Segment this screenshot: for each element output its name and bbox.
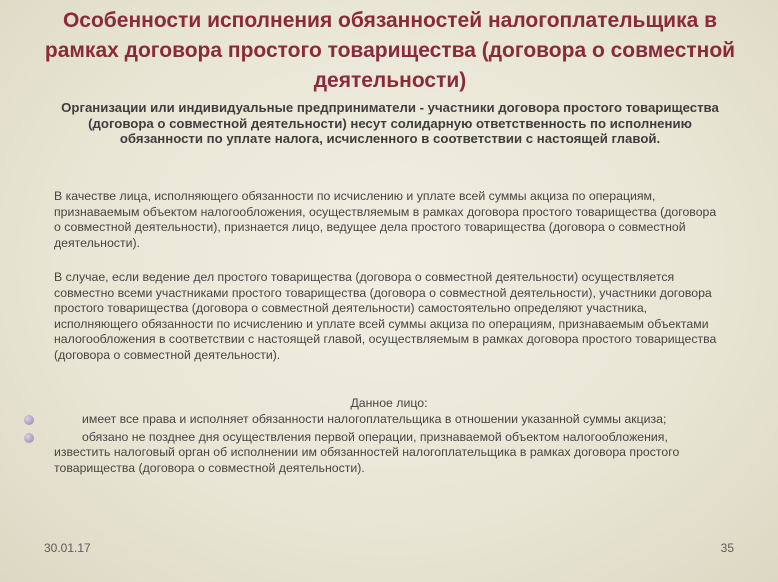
slide-date: 30.01.17 [44, 541, 91, 555]
paragraph-1: В качестве лица, исполняющего обязанности по исчислению и уплате всей суммы акциза по операциям, признаваемым объектом налогообложения, осуществляемым в рамках договора простого товарищества (договора о совместной деятельности), признается лицо, ведущее дела простого товарищества (договора о совместной деятельности). [54, 189, 717, 250]
paragraph-2: В случае, если ведение дел простого товарищества (договора о совместной деятельности) осуществляется совместно всеми участниками простого товарищества (договора о совместной деятельности), участники договора простого товарищества (договора о совместной деятельности) самостоятельно определяют участника, исполняющего обязанности по исчислению и уплате всей суммы акциза по операциям, признаваемым объектами налогообложения в соответствии с настоящей главой, осуществляемым в рамках договора простого товарищества (договора о совместной деятельности). [54, 270, 717, 362]
bullet-text: обязано не позднее дня осуществления первой операции, признаваемой объектом налогообложения, известить налоговый орган об исполнении им обязанностей налогоплательщика в рамках договора простого товарищества (договора о совместной деятельности). [54, 429, 680, 475]
list-item [20, 412, 710, 428]
sub-heading: Данное лицо: [350, 396, 428, 410]
page-number: 35 [720, 541, 734, 555]
lead-paragraph: Организации или индивидуальные предприниматели - участники договора простого товарищества (договора о совместной деятельности) несут солидарную ответственность по исполнению обязанности по уплате налога, исчисленного в соответствии с настоящей главой. [61, 100, 719, 146]
bullet-dot-icon [24, 415, 34, 425]
slide-title: Особенности исполнения обязанностей налогоплательщика в рамках договора простого товарищества (договора о совместной деятельности) [44, 9, 736, 92]
bullet-list [20, 412, 710, 478]
bullet-text: имеет все права и исполняет обязанности налогоплательщика в отношении указанной суммы акциза; [82, 412, 667, 426]
bullet-dot-icon [24, 433, 34, 443]
list-item [20, 430, 710, 477]
